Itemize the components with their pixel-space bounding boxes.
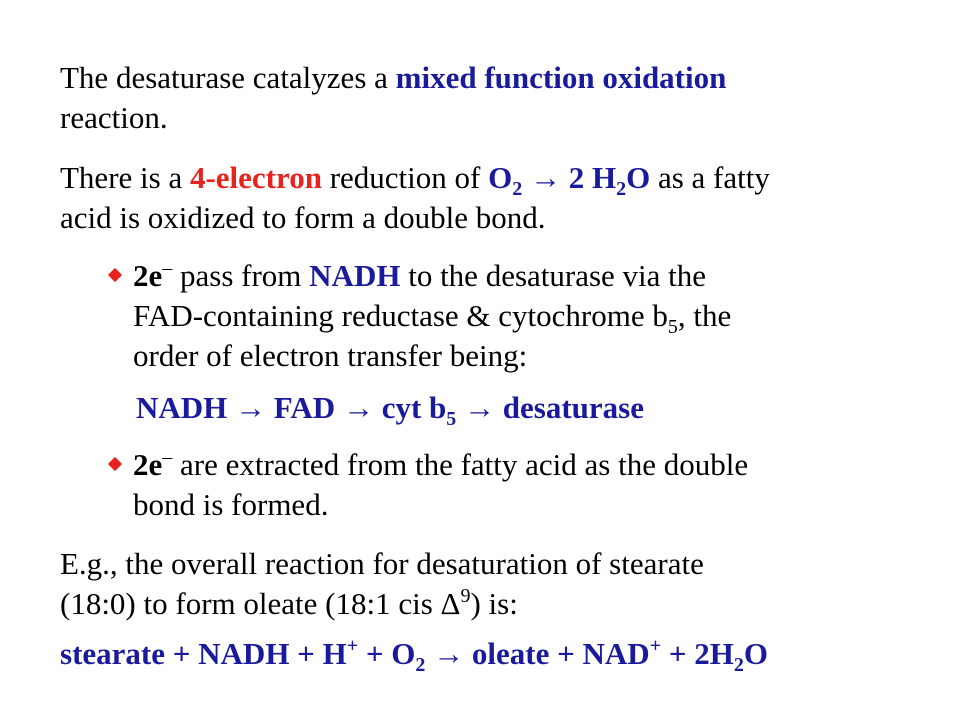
text: + 2H [661, 636, 734, 671]
highlight-4-electron: 4-electron [189, 160, 322, 195]
right-arrow-icon: → [529, 160, 561, 195]
superscript: – [162, 257, 173, 279]
text: , the [677, 298, 732, 333]
text: reaction. [60, 100, 168, 135]
right-arrow-icon: → [464, 390, 496, 425]
subscript: 2 [616, 178, 627, 200]
text: order of electron transfer being: [133, 338, 528, 373]
text: acid is oxidized to form a double bond. [60, 200, 546, 235]
text: (18:0) to form oleate (18:1 cis Δ [60, 586, 461, 621]
bullet-1-line-1 [133, 258, 706, 294]
paragraph-1-line-2 [60, 100, 168, 136]
right-arrow-icon: → [235, 390, 267, 425]
paragraph-2-line-1 [60, 160, 770, 200]
text: 2e [133, 447, 163, 482]
text: O [743, 636, 768, 671]
bullet-1-line-3 [133, 338, 527, 374]
paragraph-1-line-1 [60, 60, 726, 96]
text: pass from [172, 258, 310, 293]
subscript: 2 [512, 178, 523, 200]
text: O [626, 160, 651, 195]
highlight-nadh: NADH [309, 258, 401, 293]
paragraph-3-line-1 [60, 546, 704, 582]
text: NADH [136, 390, 228, 425]
text: O [488, 160, 513, 195]
right-arrow-icon: → [342, 390, 374, 425]
paragraph-2-line-2 [60, 200, 546, 236]
text: ) is: [470, 586, 518, 621]
text: There is a [60, 160, 190, 195]
bullet-1-line-2 [133, 298, 732, 338]
text: FAD-containing reductase & cytochrome b [133, 298, 668, 333]
formula-o2 [488, 160, 523, 200]
text: 2 H [568, 160, 617, 195]
text: E.g., the overall reaction for desaturation of stearate [60, 546, 704, 581]
text: desaturase [502, 390, 644, 425]
highlight-mixed-function-oxidation: mixed function oxidation [395, 60, 727, 95]
superscript: + [649, 635, 662, 657]
subscript: 2 [733, 654, 744, 676]
text: The desaturase catalyzes a [60, 60, 396, 95]
text: bond is formed. [133, 487, 329, 522]
text: are extracted from the fatty acid as the double [172, 447, 749, 482]
superscript: + [346, 635, 359, 657]
text: FAD [273, 390, 336, 425]
subscript: 5 [446, 408, 457, 430]
text: 2e [133, 258, 163, 293]
text: reduction of [321, 160, 489, 195]
text: + O [358, 636, 416, 671]
diamond-bullet-icon [108, 268, 122, 282]
subscript: 5 [667, 316, 678, 338]
superscript: – [162, 446, 173, 468]
bullet-2-line-2 [133, 487, 328, 523]
superscript: 9 [460, 585, 471, 607]
electron-transfer-chain [136, 390, 644, 430]
overall-equation [60, 635, 768, 676]
text: stearate + NADH + H [60, 636, 347, 671]
paragraph-3-line-2 [60, 586, 518, 622]
text: cyt b [381, 390, 447, 425]
subscript: 2 [415, 654, 426, 676]
text: oleate + NAD [471, 636, 650, 671]
text: to the desaturase via the [400, 258, 707, 293]
right-arrow-icon: → [433, 636, 465, 671]
formula-2h2o [568, 160, 651, 200]
text: as a fatty [650, 160, 770, 195]
diamond-bullet-icon [108, 457, 122, 471]
bullet-2-line-1 [133, 447, 748, 483]
